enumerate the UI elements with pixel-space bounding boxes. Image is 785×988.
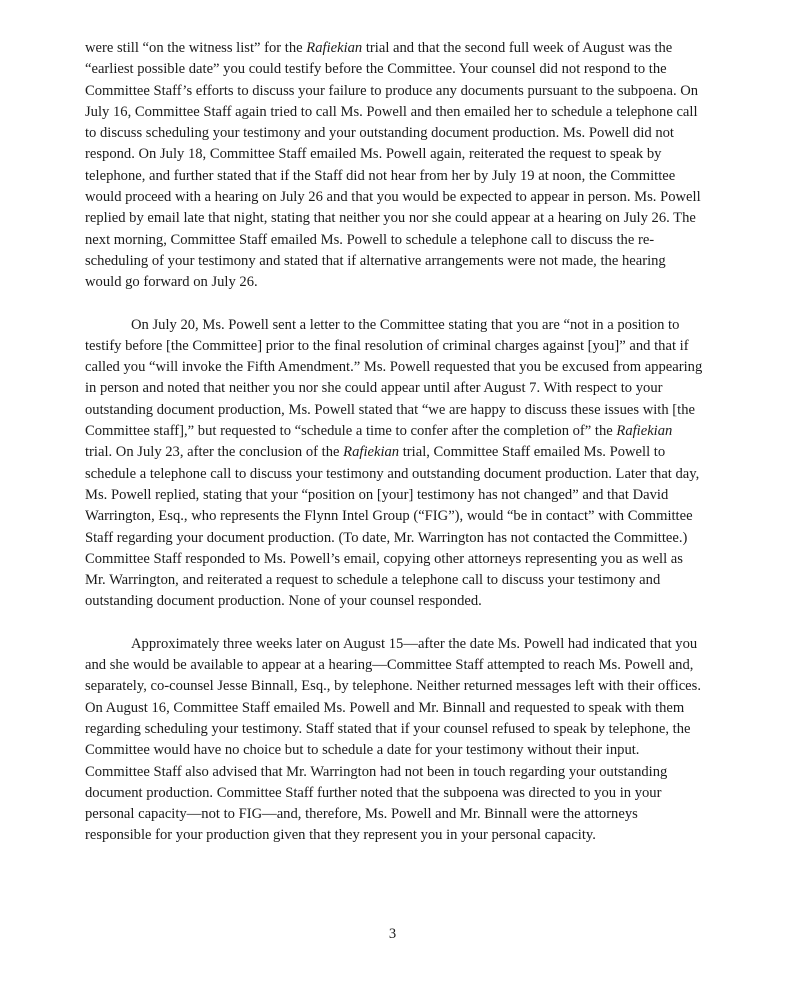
paragraph-1 (85, 38, 703, 294)
body-text (85, 38, 703, 847)
paragraph-gap (85, 294, 703, 315)
case-name-italic: Rafiekian (616, 423, 673, 440)
text-run: trial. On July 23, after the conclusion of the (85, 444, 344, 461)
text-run: trial and that the second full week of August was the “earliest possible date” you could testify before the Committee. Your counsel did not respond to the Committee Staff’s efforts to discuss your failure to produce any documents pursuant to the subpoena. On July 16, Committee Staff again tried to call Ms. Powell and then emailed her to schedule a telephone call to discuss scheduling your testimony and your outstanding document production. Ms. Powell did not respond. On July 18, Committee Staff emailed Ms. Powell again, reiterated the request to speak by telephone, and further stated that if the Staff did not hear from her by July 19 at noon, the Committee would proceed with a hearing on July 26 and that you would be expected to appear in person. Ms. Powell replied by email late that night, stating that neither you nor she could appear at a hearing on July 26. The next morning, Committee Staff emailed Ms. Powell to schedule a telephone call to discuss the re-scheduling of your testimony and stated that if alternative arrangements were not made, the hearing would go forward on July 26. (85, 40, 701, 291)
case-name-italic: Rafiekian (343, 444, 400, 461)
text-run: Approximately three weeks later on August 15—after the date Ms. Powell had indicated that you and she would be available to appear at a hearing—Committee Staff attempted to reach Ms. Powell and, separately, co-counsel Jesse Binnall, Esq., by telephone. Neither returned messages left with their offices. On August 16, Committee Staff emailed Ms. Powell and Mr. Binnall and requested to speak with them regarding scheduling your testimony. Staff stated that if your counsel refused to speak by telephone, the Committee would have no choice but to schedule a date for your testimony without their input. Committee Staff also advised that Mr. Warrington had not been in touch regarding your outstanding document production. Committee Staff further noted that the subpoena was directed to you in your personal capacity—not to FIG—and, therefore, Ms. Powell and Mr. Binnall were the attorneys responsible for your production given that they represent you in your personal capacity. (85, 635, 701, 844)
paragraph-gap (85, 613, 703, 634)
text-run: trial, Committee Staff emailed Ms. Powell to schedule a telephone call to discuss your testimony and outstanding document production. Later that day, Ms. Powell replied, stating that your “position on [your] testimony has not changed” and that David Warrington, Esq., who represents the Flynn Intel Group (“FIG”), would “be in contact” with Committee Staff regarding your document production. (To date, Mr. Warrington has not contacted the Committee.) Committee Staff responded to Ms. Powell’s email, copying other attorneys representing you as well as Mr. Warrington, and reiterated a request to schedule a telephone call to discuss your testimony and outstanding document production. None of your counsel responded. (85, 444, 700, 610)
text-run: were still “on the witness list” for the (85, 40, 307, 56)
page-number: 3 (388, 926, 397, 942)
text-run: On July 20, Ms. Powell sent a letter to the Committee stating that you are “not in a position to testify before [the Committee] prior to the final resolution of criminal charges against [you]” and that if called you “will invoke the Fifth Amendment.” Ms. Powell requested that you be excused from appearing in person and noted that neither you nor she could appear until after August 7. With respect to your outstanding document production, Ms. Powell stated that “we are happy to discuss these issues with [the Committee staff],” but requested to “schedule a time to confer after the completion of” the (85, 316, 703, 440)
paragraph-3 (85, 634, 703, 847)
case-name-italic: Rafiekian (306, 40, 363, 56)
paragraph-2 (85, 315, 703, 613)
